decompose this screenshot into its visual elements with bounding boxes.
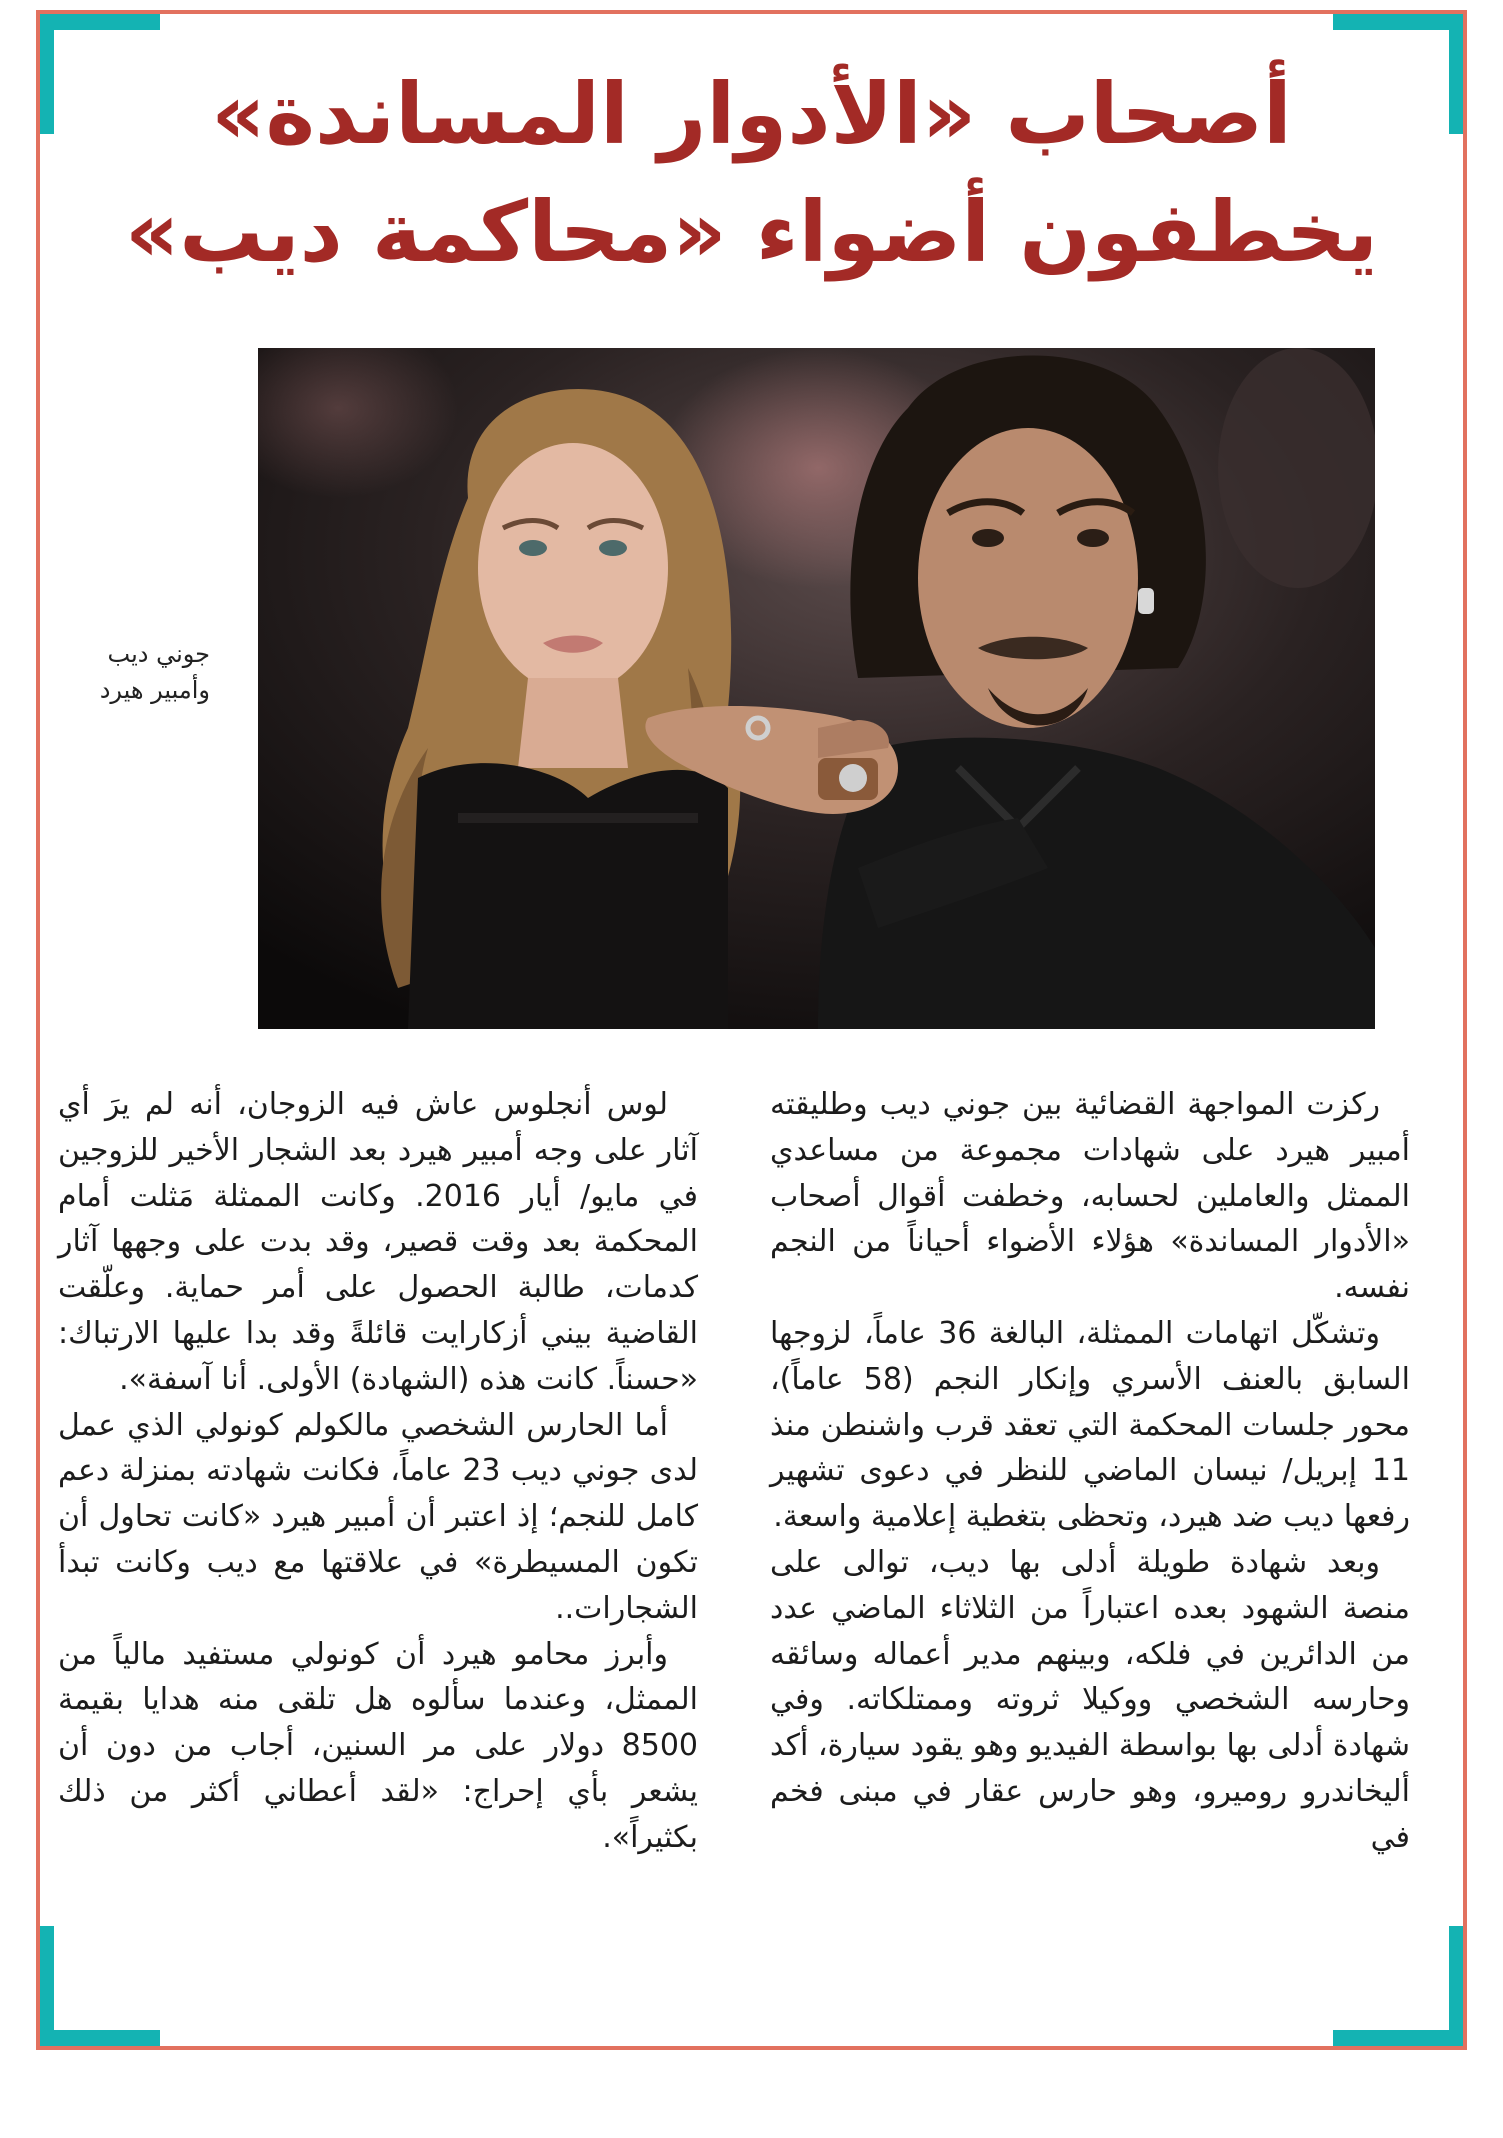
headline-line-1: أصحاب «الأدوار المساندة» — [211, 65, 1292, 163]
headline-line-2: يخطفون أضواء «محاكمة ديب» — [124, 183, 1379, 281]
earring-icon — [1138, 588, 1154, 614]
paragraph: وبعد شهادة طويلة أدلى بها ديب، توالى على منصة الشهود بعده اعتباراً من الثلاثاء الماضي عدد من الدائرين في فلكه، وبينهم مدير أعماله وسائقه وحارسه الشخصي ووكيلا ثروته وممتلكاته. وفي شهادة أدلى بها بواسطة الفيديو وهو يقود سيارة، أكد أليخاندرو روميرو، وهو حارس عقار في مبنى فخم في — [770, 1544, 1410, 1855]
corner-accent — [1333, 14, 1463, 30]
corner-accent — [1449, 14, 1463, 134]
corner-accent — [40, 1926, 54, 2046]
corner-accent — [1333, 2030, 1463, 2046]
caption-line-1: جوني ديب — [107, 640, 210, 668]
paragraph: وأبرز محامو هيرد أن كونولي مستفيد مالياً من الممثل، وعندما سألوه هل تلقى منه هدايا بقيمة 8500 دولار على مر السنين، أجاب من دون أن يشعر بأي إحراج: «لقد أعطاني أكثر من ذلك بكثيراً». — [58, 1636, 698, 1855]
article-photo — [258, 348, 1375, 1029]
caption-line-2: وأمبير هيرد — [99, 676, 210, 704]
paragraph: ركزت المواجهة القضائية بين جوني ديب وطليقته أمبير هيرد على شهادات مجموعة من مساعدي الممثل والعاملين لحسابه، وخطفت أقوال أصحاب «الأدوار المساندة» هؤلاء الأضواء أحياناً من النجم نفسه. — [770, 1087, 1410, 1306]
corner-accent — [1449, 1926, 1463, 2046]
article-column-left — [58, 1082, 698, 1861]
corner-accent — [40, 14, 160, 30]
photo-caption — [60, 636, 210, 708]
watch-icon — [839, 764, 867, 792]
corner-accent — [40, 14, 54, 134]
paragraph: لوس أنجلوس عاش فيه الزوجان، أنه لم يرَ أي آثار على وجه أمبير هيرد بعد الشجار الأخير للزوجين في مايو/ أيار 2016. وكانت الممثلة مَثلت أمام المحكمة بعد وقت قصير، وقد بدت على وجهها آثار كدمات، طالبة الحصول على أمر حماية. وعلّقت القاضية بيني أزكارايت قائلةً وقد بدا عليها الارتباك: «حسناً. كانت هذه (الشهادة) الأولى. أنا آسفة». — [58, 1087, 698, 1397]
headline — [120, 55, 1383, 291]
paragraph: أما الحارس الشخصي مالكولم كونولي الذي عمل لدى جوني ديب 23 عاماً، فكانت شهادته بمنزلة دعم كامل للنجم؛ إذ اعتبر أن أمبير هيرد «كانت تحاول أن تكون المسيطرة» في علاقتها مع ديب وكانت تبدأ الشجارات.. — [58, 1407, 699, 1626]
paragraph: وتشكّل اتهامات الممثلة، البالغة 36 عاماً، لزوجها السابق بالعنف الأسري وإنكار النجم (58 عاماً)، محور جلسات المحكمة التي تعقد قرب واشنطن منذ 11 إبريل/ نيسان الماضي للنظر في دعوى تشهير رفعها ديب ضد هيرد، وتحظى بتغطية إعلامية واسعة. — [770, 1315, 1410, 1535]
photo-illustration — [258, 348, 1375, 1029]
article-column-right — [770, 1082, 1410, 1861]
corner-accent — [40, 2030, 160, 2046]
